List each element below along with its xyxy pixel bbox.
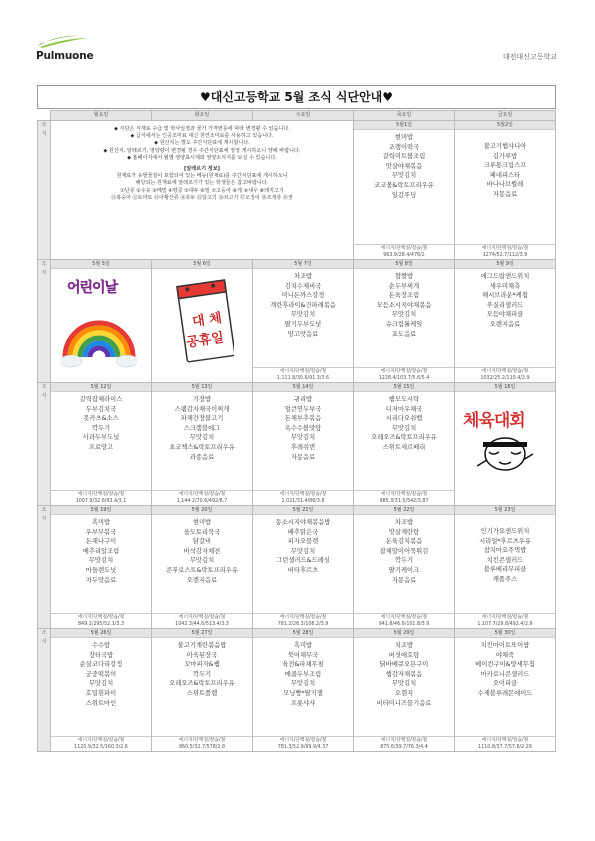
sports-day-text: 체육대회	[463, 411, 525, 431]
week-row	[38, 260, 556, 383]
meal-label: 조 식	[38, 629, 51, 752]
holiday-text-2: 공휴일	[185, 330, 225, 351]
nutrition-info: 에너지/단백질/칼슘/철 1042.3/44.6/513.4/3.3	[152, 613, 252, 628]
rainbow-icon	[61, 301, 137, 371]
date-label: 5월 28일	[253, 629, 353, 638]
nutrition-info: 에너지/단백질/칼슘/철 941.8/46.6/101.8/3.9	[354, 613, 454, 628]
date-label: 5월 22일	[354, 506, 454, 515]
nutrition-info: 에너지/단백질/칼슘/철 1007.9/32.6/93.4/3.1	[51, 490, 151, 505]
meal-label: 조 식	[38, 506, 51, 629]
nutrition-info: 에너지/단백질/칼슘/철 1,107.7/29.8/492.4/2.9	[455, 613, 555, 628]
date-label: 5월1일	[354, 121, 454, 130]
nutrition-info: 에너지/단백질/칼슘/철 963.9/28.4/476/2	[354, 244, 454, 259]
menu-cell	[354, 506, 455, 629]
runner-icon	[475, 432, 535, 474]
menu-cell	[354, 121, 455, 260]
menu-items: 동소시지야채볶음밥 배추맑은국 피자오믈렛 무맛김치 그린샐러드&드레싱 비타후르츠	[275, 519, 331, 574]
day-header: 월요일	[51, 111, 152, 121]
day-header: 목요일	[354, 111, 455, 121]
sports-day-art	[455, 392, 555, 474]
date-label: 5월 30일	[455, 629, 555, 638]
week-row	[38, 121, 556, 260]
menu-items: 치조밥 버섯애호탕 닭바베큐오븐구이 햄감자채볶음 무맛김치 오렌지 비타미니즈믈기음료	[376, 642, 432, 707]
menu-items: 차조밥 김치수제비국 미니돈까스강정 계란후라이&건파래볶음 무맛김치 딸기두부도넛 망고맛음료	[270, 273, 336, 338]
menu-cell	[152, 383, 253, 506]
menu-items: 불고기햄샤디아 김가루밥 크루통크림스프 페네피스타 바나나브륄레 자몽음료	[483, 143, 527, 198]
date-label: 5월 27일	[152, 629, 252, 638]
menu-cell	[152, 506, 253, 629]
school-name: 대전대신고등학교	[502, 53, 557, 61]
menu-items: 흑미밥 북어채무국 육전&파채무침 매콤두부조림 무맛김치 모닝빵*딸기잼 프룻샤샤	[282, 642, 324, 707]
menu-items: 현미밥 올도토리묵국 닭갈비 바삭감자채전 무맛김치 콘푸로스트&락토프리우유 오렌지음료	[166, 519, 238, 584]
logo-text: Pulmuone	[36, 50, 94, 62]
allergy-title: [알레르기 정보]	[184, 166, 220, 173]
day-header: 화요일	[152, 111, 253, 121]
date-label: 5월 12일	[51, 383, 151, 392]
menu-table	[37, 110, 556, 752]
date-label: 5월 15일	[354, 383, 454, 392]
menu-items: 에그드랍샌드위치 새우미채측 해시브라운*케첩 푸실리샐러드 모듬야채피클 오렌지음료	[480, 273, 530, 328]
holiday-text-1: 대 체	[191, 310, 223, 330]
menu-cell	[253, 383, 354, 506]
menu-cell	[152, 260, 253, 383]
menu-cell	[455, 506, 556, 629]
day-header-row	[38, 111, 556, 121]
nutrition-info: 에너지/단백질/칼슘/철 781.2/26.3/108.2/3.9	[253, 613, 353, 628]
menu-cell	[354, 629, 455, 752]
date-label: 5월 14일	[253, 383, 353, 392]
nutrition-info: 에너지/단백질/칼슘/철 1032/25.2/110.4/2.9	[455, 367, 555, 382]
nutrition-info: 에너지/단백질/칼슘/철 1274/52.7/112/3.9	[455, 244, 555, 259]
nutrition-info: 에너지/단백질/칼슘/철 985.3/31.5/542/3.87	[354, 490, 454, 505]
date-label: 5월 6일	[152, 260, 252, 269]
menu-items: 인기가요샌드위치 시리얼*후르츠우유 참치마요주먹밥 치킨콘샐러드 블루베리무피클 캐플주스	[479, 528, 531, 583]
menu-items: 기장밥 스팸감자채국이찌개 파채간장불고기 스크램블에그 무맛김치 초코첵스&락토프리우유 과종음료	[169, 396, 235, 461]
menu-cell	[51, 506, 152, 629]
menu-items: 치킨마이토또이쌈 야채죽 베이컨구이&양세무칩 마카로니콘샐러드 오이피클 수제블루레몬에이드	[475, 642, 535, 697]
nutrition-info: 에너지/단백질/칼슘/철 849.1/295/52.1/3.3	[51, 613, 151, 628]
week-row	[38, 629, 556, 752]
date-label: 5월 8일	[354, 260, 454, 269]
nutrition-info: 에너지/단백질/칼슘/철 1228.4/103.7/5.6/5.4	[354, 367, 454, 382]
menu-cell	[455, 629, 556, 752]
week-row	[38, 506, 556, 629]
menu-items: 수수밥 장터국밥 순살코다리강정 궁중떡볶이 무맛김치 호밀흰파이 스위트마인	[79, 642, 123, 707]
menu-items: 갈릭잡채라이스 두부김치국 못카츠&소스 깍두기 사과두부도넛 프로망고	[79, 396, 123, 451]
notice-cell	[51, 121, 354, 260]
date-label: 5월 29일	[354, 629, 454, 638]
meal-label: 조 식	[38, 383, 51, 506]
date-label: 5월 9일	[455, 260, 555, 269]
date-label: 5월 5일	[51, 260, 151, 269]
nutrition-info: 에너지/단백질/칼슘/철 1,021/31.4/86/3.8	[253, 490, 353, 505]
menu-cell	[354, 383, 455, 506]
corner-cell	[38, 111, 51, 121]
childrens-day-art	[51, 269, 151, 377]
nutrition-info: 에너지/단백질/칼슘/철 781.3/52.9/99.9/4.37	[253, 736, 353, 751]
menu-cell	[51, 260, 152, 383]
menu-cell	[253, 260, 354, 383]
date-label: 5월2일	[455, 121, 555, 130]
page-title: ♥대신고등학교 5월 조식 식단안내♥	[37, 85, 556, 109]
day-header: 금요일	[455, 111, 556, 121]
meal-label: 조 식	[38, 260, 51, 383]
menu-items: 귀리밥 얼큰연두부국 돈채부추볶음 옥수수볼맛탕 무맛김치 후레쉬번 자몽음료	[284, 396, 322, 461]
meal-label: 조 식	[38, 121, 51, 260]
nutrition-info: 에너지/단백질/칼슘/철 860.5/32.7/578/2.8	[152, 736, 252, 751]
menu-items: 현미밥 조랭이떡국 갈릭미트볼조림 맛살야채볶음 무맛김치 코코볼&락토프리우유 일감푸딩	[374, 134, 434, 199]
date-label: 5월 21일	[253, 506, 353, 515]
holiday-calendar-art	[152, 269, 252, 377]
date-label: 5월 7일	[253, 260, 353, 269]
menu-cell	[51, 383, 152, 506]
menu-cell	[253, 506, 354, 629]
menu-items: 찹쌀밥 순두부찌개 돈육장조림 모듬소시지야채볶음 무맛김치 슈크림롤케잌 포도음료	[376, 273, 432, 338]
nutrition-info: 에너지/단백질/칼슘/철 1120.9/32.5/160.3/2.6	[51, 736, 151, 751]
menu-cell	[455, 260, 556, 383]
menu-items: 햄모도시락 디저마우채국 시리다오쉬뱀 무맛김치 오레오즈&락토프리우유 스위트세르베리	[371, 396, 437, 451]
date-label: 5월 23일	[455, 506, 555, 515]
nutrition-info: 에너지/단백질/칼슘/철 1,144.2/70.6/492/6.7	[152, 490, 252, 505]
menu-cell	[51, 629, 152, 752]
day-header: 수요일	[253, 111, 354, 121]
nutrition-info: 에너지/단백질/칼슘/철 1,111.8/30.6/91.3/3.6	[253, 367, 353, 382]
nutrition-info: 에너지/단백질/칼슘/철 875.6/39.7/76.3/4.4	[354, 736, 454, 751]
date-label: 5월 13일	[152, 383, 252, 392]
date-label: 5월 19일	[51, 506, 151, 515]
date-label: 5월 20일	[152, 506, 252, 515]
logo-swoosh-icon	[36, 32, 96, 50]
menu-items: 차조밥 맛살계란탕 돈육김치볶음 잡채말이어묵튀김 깍두기 딸기케이크 자몽음료	[379, 519, 429, 584]
menu-cell	[253, 629, 354, 752]
date-label: 5월 16일	[455, 383, 555, 392]
menu-cell	[455, 121, 556, 260]
menu-cell	[354, 260, 455, 383]
notice-text: ◆ 식단은 식재료 수급 및 학사일정과 물가 가격변동에 따라 변경될 수 있습니다. ◆ 급식에서는 인공조미료 대신 천연조미료를 사용하고 있습니다. ◆ 원산지는 별도 주간식단표에 게시합니다. ◆ 원산지, 알레르기, 영양량이 변경될 경우 주간식단표에 정정 게시하오니 양해 바랍니다. ◆ 홈페이지에서 월별 영양표시제와 영양소식지를 보실 수 있습니다. [알레르기 정보] 원재료가 유발물질이 포함되어 있는 메뉴(원재료)를 주간식단표에 게시하오니 해당되는 원재료에 알레르기가 있는 학생들은 참고바랍니다. ①난류 ②우유 ③메밀 ④땅콩 ⑤대두 ⑥밀 ⑦고등어 ⑧게 ⑨새우 ⑩돼지고기 ⑪복숭아 ⑫토마토 ⑬아황산류 ⑭호두 ⑮닭고기 ⑯쇠고기 ⑰오징어 ⑱조개류 ⑲잣	[51, 121, 353, 202]
childrens-day-text: 어린이날	[67, 280, 118, 296]
nutrition-info: 에너지/단백질/칼슘/철 1110.8/37.7/57.6/2.29	[455, 736, 555, 751]
menu-cell	[455, 383, 556, 506]
menu-items: 불고기계란볶음밥 아욱된장국 꼬마피자&쌤 깍두기 오레오즈&락토프리우유 스위트플랩	[169, 642, 235, 697]
week-row	[38, 383, 556, 506]
date-label: 5월 26일	[51, 629, 151, 638]
menu-cell	[152, 629, 253, 752]
menu-items: 흑미밥 우부무볶국 돈채나구이 메추리알조림 무맛김치 마들렌도넛 자두맛음료	[82, 519, 120, 584]
pulmuone-logo	[36, 32, 96, 68]
